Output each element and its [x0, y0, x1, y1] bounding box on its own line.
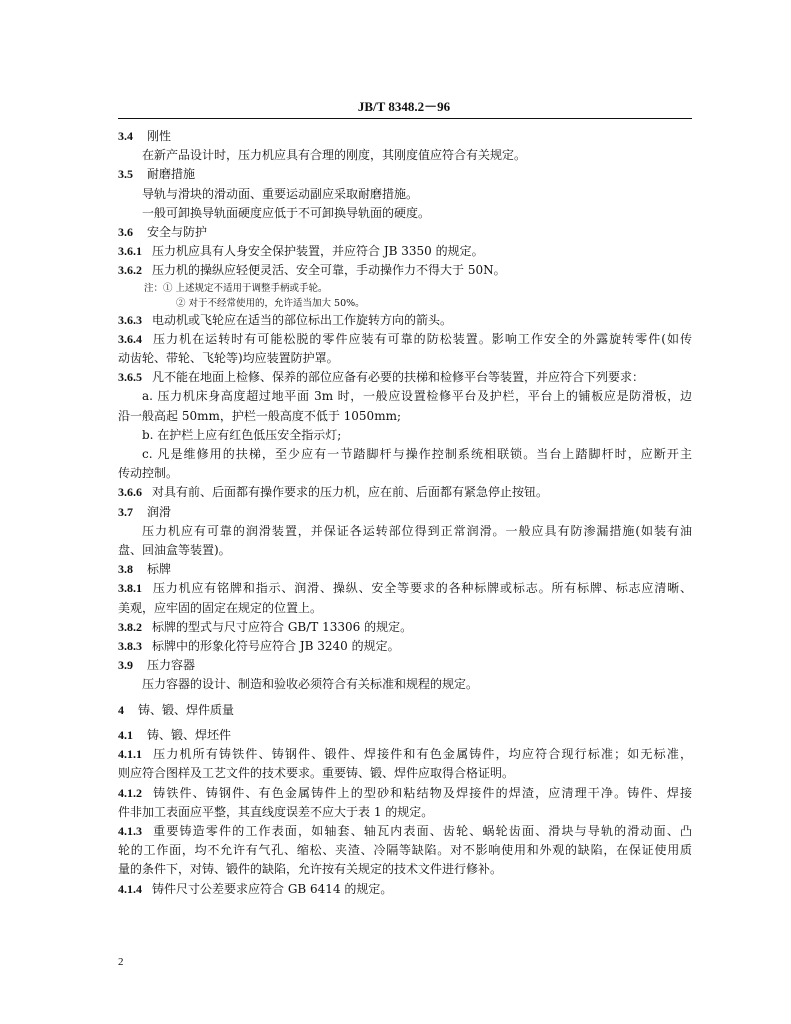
section-heading: [118, 726, 692, 745]
line-text: 压力机应有铭牌和指示、润滑、操纵、安全等要求的各种标牌或标志。所有标牌、标志应清晰、: [152, 581, 692, 596]
line-text: 件非加工表面应平整，其直线度误差不应大于表 1 的规定。: [118, 804, 434, 819]
section-number: 3.8: [118, 562, 133, 577]
section-heading: [118, 656, 692, 675]
section-heading: [118, 165, 692, 184]
section-number: 3.5: [118, 167, 133, 182]
paragraph: 在新产品设计时，压力机应具有合理的刚度，其刚度值应符合有关规定。: [142, 148, 527, 163]
continuation-line: [118, 803, 692, 822]
line-text: 压力机应有可靠的润滑装置，并保证各运转部位得到正常润滑。一般应具有防渗漏措施(如装有油: [142, 523, 692, 538]
line-text: 压力机应具有人身安全保护装置，并应符合 JB 3350 的规定。: [152, 244, 484, 259]
line-text: 量的条件下，对铸、锻件的缺陷，允许按有关规定的技术文件进行修补。: [118, 862, 503, 877]
section-title: 耐磨措施: [147, 167, 196, 182]
continuation-line: [118, 599, 692, 618]
section-heading: [118, 560, 692, 579]
continuation-line: [118, 349, 692, 368]
line-text: 标牌的型式与尺寸应符合 GB/T 13306 的规定。: [152, 619, 413, 634]
list-item: [118, 445, 692, 464]
section-heading: [118, 127, 692, 146]
clause-number: 4.1.1: [118, 747, 142, 762]
clause: [118, 242, 692, 261]
line-text: 沿一般高起 50mm，护栏一般高度不低于 1050mm;: [118, 408, 401, 423]
clause: [118, 330, 692, 349]
line-text: 铸铁件、铸钢件、有色金属铸件上的型砂和粘结物及焊接件的焊渣，应清理干净。铸件、焊接: [152, 785, 692, 800]
line-text: 动齿轮、带轮、飞轮等)均应装置防护罩。: [118, 351, 339, 366]
paragraph: 压力容器的设计、制造和验收必须符合有关标准和规程的规定。: [142, 677, 479, 692]
clause-number: 3.6.1: [118, 244, 142, 259]
clause-number: 3.6.5: [118, 370, 142, 385]
line-text: 传动控制。: [118, 466, 179, 481]
clause-number: 3.8.2: [118, 619, 142, 634]
line-text: 压力机所有铸铁件、铸钢件、锻件、焊接件和有色金属铸件，均应符合现行标准；如无标准，: [152, 747, 692, 762]
section-title: 刚性: [147, 129, 172, 143]
line-text: c. 凡是维修用的扶梯，至少应有一节踏脚杆与操作控制系统相联锁。当台上踏脚杆时，应断开主: [142, 447, 692, 462]
line-text: 压力机的操纵应轻便灵活、安全可靠，手动操作力不得大于 50N。: [152, 263, 506, 278]
clause: [118, 311, 692, 330]
line-text: 美观，应牢固的固定在规定的位置上。: [118, 600, 323, 615]
clause: [118, 880, 692, 899]
clause: [118, 822, 692, 841]
continuation-line: [118, 860, 692, 879]
section-title: 压力容器: [147, 658, 196, 673]
clause-number: 4.1.3: [118, 823, 142, 838]
clause: [118, 483, 692, 502]
line-text: 标牌中的形象化符号应符合 JB 3240 的规定。: [152, 639, 400, 654]
continuation-line: [118, 464, 692, 483]
list-item: [118, 387, 692, 406]
section-number: 4: [118, 702, 124, 717]
paragraph: 一般可卸换导轨面硬度应低于不可卸换导轨面的硬度。: [142, 205, 431, 220]
section-title: 安全与防护: [147, 225, 208, 240]
section-heading: [118, 701, 692, 720]
clause: [118, 579, 692, 598]
clause-number: 4.1.2: [118, 785, 142, 800]
section-number: 4.1: [118, 727, 133, 742]
clause: [118, 745, 692, 764]
line-text: b. 在护栏上应有红色低压安全指示灯;: [142, 427, 342, 442]
line-text: 对具有前、后面都有操作要求的压力机，应在前、后面都有紧急停止按钮。: [152, 485, 549, 500]
section-title: 标牌: [147, 562, 172, 577]
section-number: 3.7: [118, 504, 133, 519]
clause-number: 4.1.4: [118, 881, 142, 896]
line-text: 则应符合图样及工艺文件的技术要求。重要铸、锻、焊件应取得合格证明。: [118, 766, 515, 781]
line-text: a. 压力机床身高度超过地平面 3m 时，一般应设置检修平台及护栏，平台上的铺板应是防滑板，边: [142, 389, 692, 404]
line-text: 盘、回油盒等装置)。: [118, 543, 231, 558]
line-text: 轮的工作面，均不允许有气孔、缩松、夹渣、冷隔等缺陷。对不影响使用和外观的缺陷，在保证使用质: [118, 843, 692, 858]
header-rule: [118, 118, 692, 119]
continuation-line: [118, 841, 692, 860]
document-body: [118, 127, 692, 899]
section-heading: [118, 503, 692, 522]
clause-number: 3.6.2: [118, 263, 142, 278]
continuation-line: [118, 407, 692, 426]
line-text: 铸件尺寸公差要求应符合 GB 6414 的规定。: [152, 881, 393, 896]
clause: [118, 637, 692, 656]
page-number: 2: [118, 956, 124, 968]
paragraph: 导轨与滑块的滑动面、重要运动副应采取耐磨措施。: [142, 186, 419, 201]
clause: [118, 618, 692, 637]
continuation-line: [118, 541, 692, 560]
note-line: 注：① 上述规定不适用于调整手柄或手轮。: [144, 282, 328, 294]
line-text: 凡不能在地面上检修、保养的部位应备有必要的扶梯和检修平台等装置，并应符合下列要求：: [152, 370, 645, 385]
clause-number: 3.8.1: [118, 581, 142, 596]
clause-number: 3.8.3: [118, 639, 142, 654]
list-item: [118, 426, 692, 445]
note-line: ② 对于不经常使用的，允许适当加大 50%。: [176, 297, 365, 309]
section-title: 铸、锻、焊件质量: [138, 702, 235, 717]
continuation-line: [118, 764, 692, 783]
section-number: 3.9: [118, 658, 133, 673]
section-title: 铸、锻、焊坯件: [147, 727, 232, 742]
section-title: 润滑: [147, 504, 172, 519]
standard-code-header: JB/T 8348.2－96: [357, 99, 451, 114]
line-text: 压力机在运转时有可能松脱的零件应装有可靠的防松装置。影响工作安全的外露旋转零件(如传: [152, 331, 692, 346]
paragraph: [118, 522, 692, 541]
section-number: 3.4: [118, 129, 133, 143]
clause: [118, 368, 692, 387]
clause-number: 3.6.6: [118, 485, 142, 500]
clause: [118, 261, 692, 280]
line-text: 电动机或飞轮应在适当的部位标出工作旋转方向的箭头。: [152, 312, 453, 327]
clause-number: 3.6.3: [118, 312, 142, 327]
section-number: 3.6: [118, 225, 133, 240]
line-text: 重要铸造零件的工作表面，如轴套、轴瓦内表面、齿轮、蜗轮齿面、滑块与导轨的滑动面、凸: [152, 823, 692, 838]
clause-number: 3.6.4: [118, 331, 142, 346]
section-heading: [118, 223, 692, 242]
clause: [118, 784, 692, 803]
